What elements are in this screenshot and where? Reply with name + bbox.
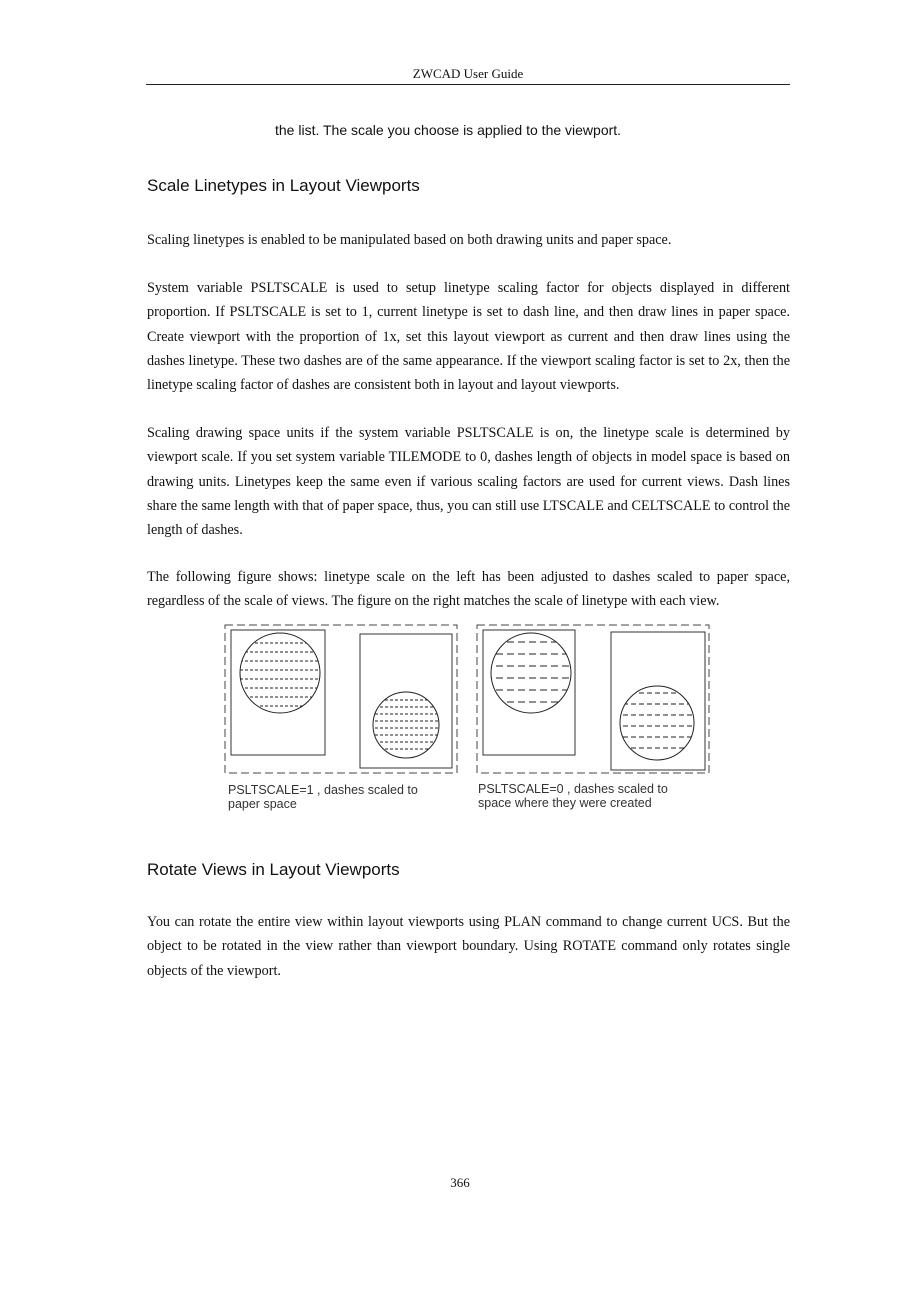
paragraph: System variable PSLTSCALE is used to setup linetype scaling factor for objects displayed in different proportion. If PSLTSCALE is set to 1, current linetype is set to dash line, and then draw lines in paper space. Create viewport with the proportion of 1x, set this layout viewport as current and then draw lines using the dashes linetype. These two dashes are of the same appearance. If the viewport scaling factor is set to 2x, then the linetype scaling factor of dashes are consistent both in layout and layout viewports. [147, 280, 790, 394]
right-viewport-1x [483, 630, 575, 755]
right-layout-boundary [477, 625, 709, 773]
page-number: 366 [450, 1175, 470, 1190]
left-circle-small [373, 692, 439, 758]
paragraph: The following figure shows: linetype scale on the left has been adjusted to dashes scaled to paper space, regardless of the scale of views. The figure on the right matches the scale of linetype with each view. [147, 569, 790, 610]
right-caption-line2: space where they were created [478, 796, 652, 810]
paragraph: Scaling linetypes is enabled to be manipulated based on both drawing units and paper space. [147, 232, 672, 248]
paragraph: You can rotate the entire view within layout viewports using PLAN command to change current UCS. But the object to be rotated in the view rather than viewport boundary. Using ROTATE command only rotates single objects of the viewport. [147, 914, 790, 979]
left-viewport-2x [360, 634, 452, 768]
right-hatch-a [485, 642, 575, 702]
left-caption-line1: PSLTSCALE=1 , dashes scaled to [228, 783, 418, 797]
lead-text: the list. The scale you choose is applied to the viewport. [275, 122, 622, 138]
left-circle-large [240, 633, 320, 713]
section-heading-rotate-views: Rotate Views in Layout Viewports [147, 860, 400, 879]
section-heading-scale-linetypes: Scale Linetypes in Layout Viewports [147, 176, 420, 195]
left-hatch-a [230, 643, 330, 706]
psltscale-figure [220, 620, 716, 820]
left-caption [228, 783, 418, 811]
right-viewport-2x [611, 632, 705, 770]
paragraph: Scaling drawing space units if the system variable PSLTSCALE is on, the linetype scale is determined by viewport scale. If you set system variable TILEMODE to 0, dashes length of objects in model space is based on drawing units. Linetypes keep the same even if various scaling factors are used for current views. Dash lines share the same length with that of paper space, thus, you can still use LTSCALE and CELTSCALE to control the length of dashes. [147, 425, 790, 539]
page-header: ZWCAD User Guide [146, 66, 790, 85]
right-caption-line1: PSLTSCALE=0 , dashes scaled to [478, 782, 668, 796]
right-circle-small [620, 686, 694, 760]
right-caption [478, 782, 668, 810]
left-layout-boundary [225, 625, 457, 773]
left-caption-line2: paper space [228, 797, 297, 811]
right-circle-large [491, 633, 571, 713]
